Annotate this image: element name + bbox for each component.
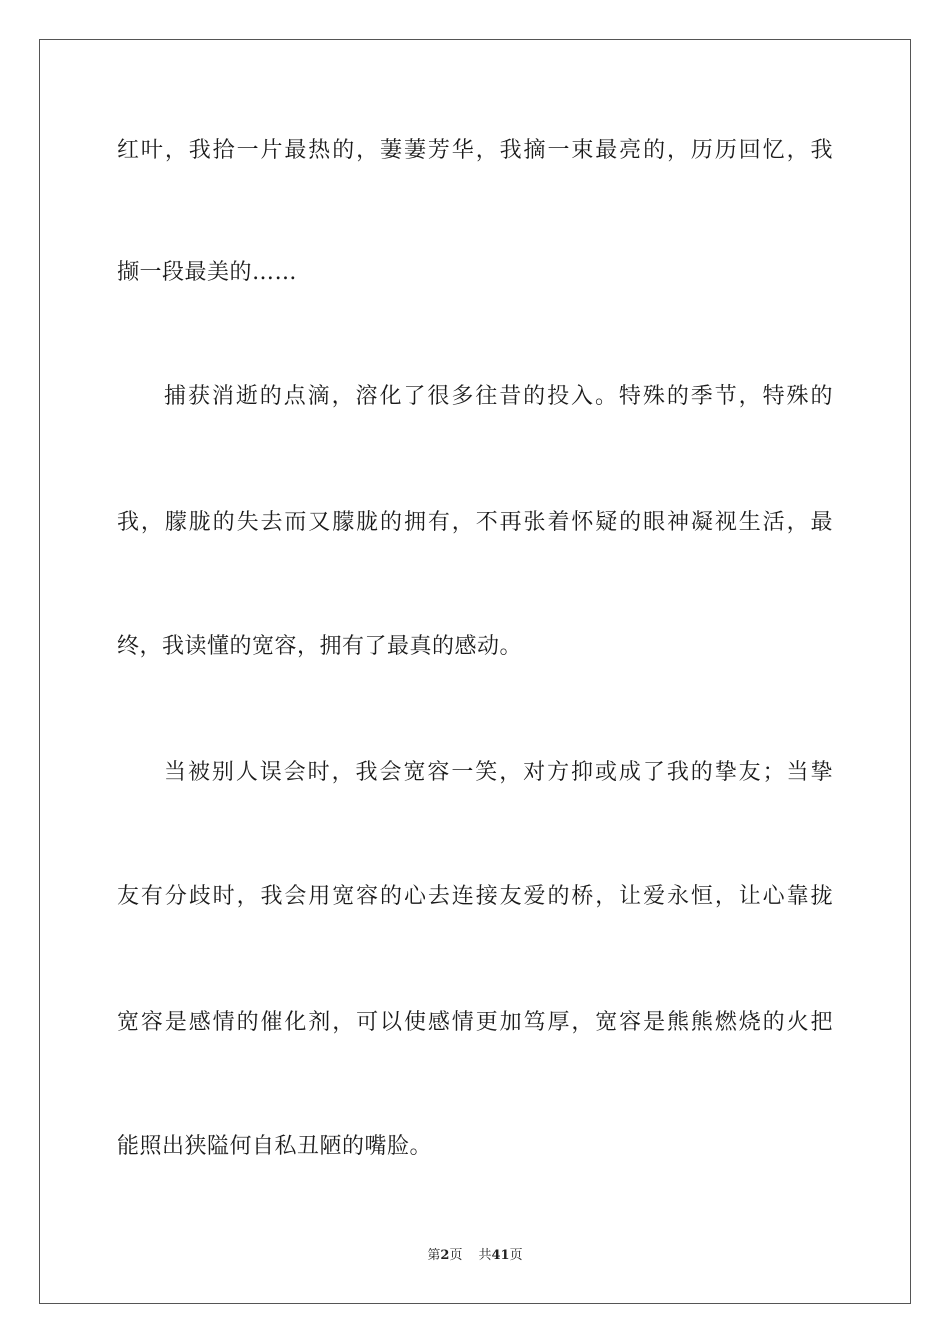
total-pages: 41 [491, 1248, 510, 1263]
body-line-7: 友有分歧时，我会用宽容的心去连接友爱的桥，让爱永恒，让心靠拢 [117, 884, 833, 909]
body-line-8: 宽容是感情的催化剂，可以使感情更加笃厚，宽容是熊熊燃烧的火把 [117, 1010, 833, 1035]
page-number: 2 [440, 1248, 450, 1263]
body-line-4: 我，朦胧的失去而又朦胧的拥有，不再张着怀疑的眼神凝视生活，最 [117, 510, 833, 535]
total-suffix: 页 [509, 1248, 523, 1263]
body-line-9: 能照出狭隘何自私丑陋的嘴脸。 [117, 1134, 433, 1159]
body-line-6: 当被别人误会时，我会宽容一笑，对方抑或成了我的挚友；当挚 [164, 760, 833, 785]
page-border [39, 39, 911, 1304]
body-line-1: 红叶，我拾一片最热的，萋萋芳华，我摘一束最亮的，历历回忆，我 [117, 138, 833, 163]
body-line-2: 撷一段最美的…… [117, 260, 298, 285]
page-suffix: 页 [449, 1248, 463, 1263]
total-prefix: 共 [478, 1248, 492, 1263]
body-line-5: 终，我读懂的宽容，拥有了最真的感动。 [117, 634, 523, 659]
page-prefix: 第 [427, 1248, 441, 1263]
page-footer [0, 1247, 950, 1265]
body-line-3: 捕获消逝的点滴，溶化了很多往昔的投入。特殊的季节，特殊的 [164, 384, 833, 409]
